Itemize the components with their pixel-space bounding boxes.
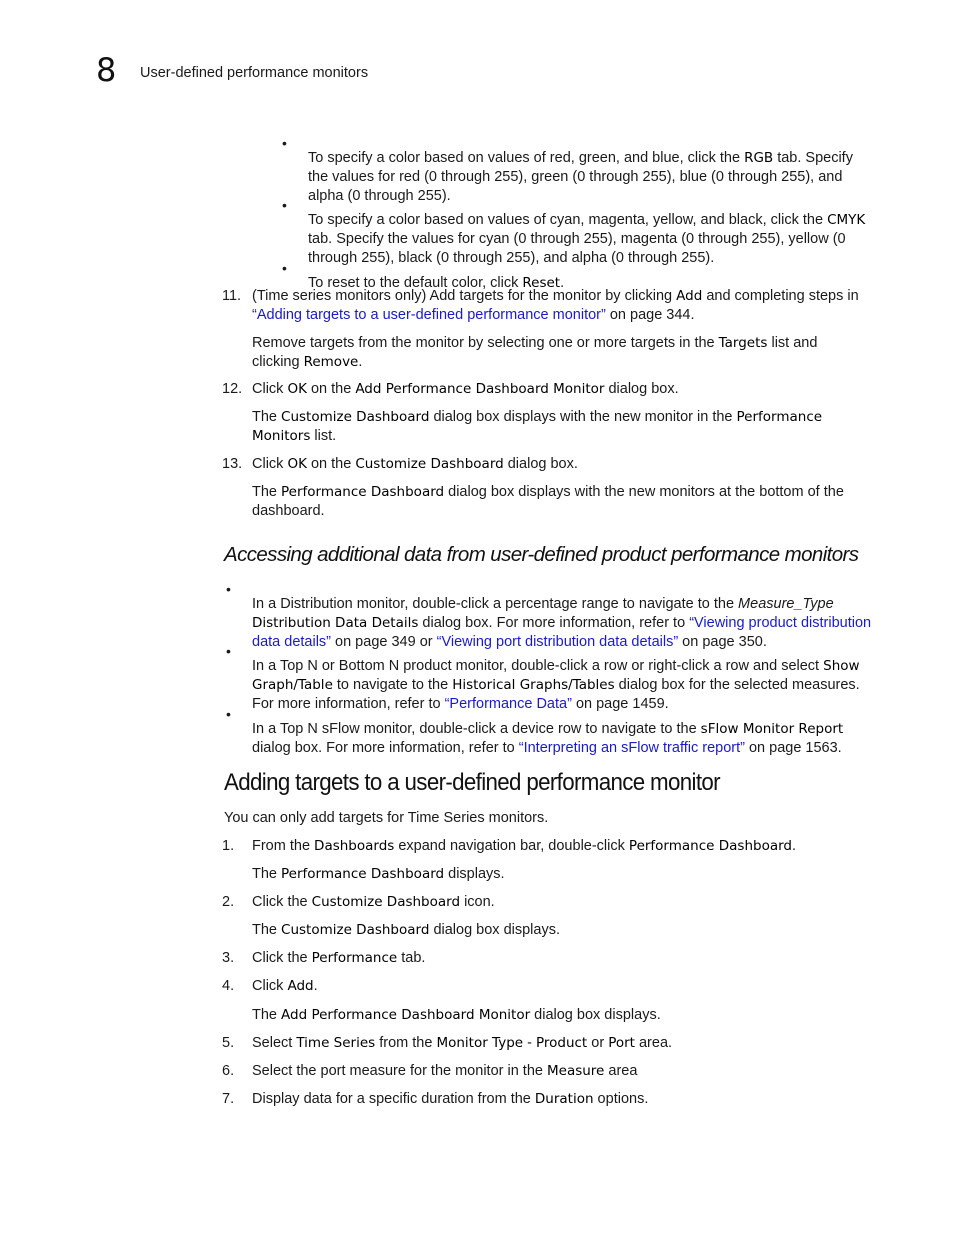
step-number: 2. xyxy=(222,894,235,910)
paragraph xyxy=(252,1090,872,1109)
text-run: tab. Specify the values for red (0 through 255), green (0 through 255), blue (0 through 255), and alpha (0 through 255). xyxy=(308,149,853,204)
text-run: on page 1563. xyxy=(744,739,842,756)
ui-term: Add Performance Dashboard Monitor xyxy=(355,381,605,397)
list-item xyxy=(226,705,872,772)
paragraph xyxy=(252,893,872,912)
text-run: Click the xyxy=(252,894,312,910)
text-run: In a Top N sFlow monitor, double-click a device row to navigate to the xyxy=(252,720,701,737)
step-item xyxy=(222,977,872,996)
ui-term: Time Series xyxy=(296,1035,376,1051)
step-number: 12. xyxy=(222,381,243,397)
ui-term: Customize Dashboard xyxy=(281,922,430,938)
text-run: . xyxy=(358,354,363,370)
paragraph xyxy=(252,837,872,856)
text-run: To specify a color based on values of cyan, magenta, yellow, and black, click the xyxy=(308,211,828,228)
text-run: from the xyxy=(375,1035,437,1051)
ui-term: Targets xyxy=(718,335,768,351)
step-item xyxy=(222,1090,872,1109)
text-run: Display data for a specific duration from the xyxy=(252,1091,535,1107)
step-note xyxy=(252,483,862,521)
text-run: dialog box. xyxy=(604,381,679,397)
text-run: In a Distribution monitor, double-click a percentage range to navigate to the xyxy=(252,595,739,612)
step-note xyxy=(252,334,852,372)
text-run: Click xyxy=(252,456,288,472)
ui-term: Add xyxy=(287,978,314,994)
step-item xyxy=(222,455,872,474)
text-run: on page 349 or xyxy=(331,633,437,650)
italic-term: Measure_Type xyxy=(738,595,834,612)
text-run: or xyxy=(587,1035,609,1051)
text-run: on page 1459. xyxy=(571,695,669,712)
text-run: . xyxy=(792,838,797,854)
ui-term: Performance Dashboard xyxy=(281,866,445,882)
text-run: Click xyxy=(252,381,288,397)
step-number: 3. xyxy=(222,950,235,966)
bullet-icon: • xyxy=(226,706,231,722)
text-run: on the xyxy=(306,456,356,472)
ui-term: Add xyxy=(676,288,703,304)
ui-term: Performance Dashboard xyxy=(628,838,792,854)
step-item xyxy=(222,380,872,399)
text-run: . xyxy=(560,274,565,291)
step-number: 6. xyxy=(222,1063,235,1079)
text-run: dialog box. xyxy=(503,456,578,472)
text-run: dialog box displays. xyxy=(530,1007,661,1023)
ui-term: OK xyxy=(287,381,307,397)
ui-term: Monitor Type xyxy=(436,1035,524,1051)
ui-term: Performance xyxy=(311,950,398,966)
bullet-icon: • xyxy=(226,581,231,597)
step-note xyxy=(252,921,852,940)
ui-term: Duration xyxy=(534,1091,594,1107)
step-item xyxy=(222,893,872,912)
text-run: on page 344. xyxy=(605,307,695,323)
bullet-icon: • xyxy=(282,197,287,213)
ui-term: OK xyxy=(287,456,307,472)
ui-term: Performance Dashboard xyxy=(281,484,445,500)
text-run: - xyxy=(523,1035,536,1051)
text-run: (Time series monitors only) Add targets for the monitor by clicking xyxy=(252,288,677,304)
paragraph xyxy=(252,483,862,521)
text-run: In a Top N or Bottom N product monitor, double-click a row or right-click a row and select xyxy=(252,657,824,674)
bullet-icon: • xyxy=(226,643,231,659)
paragraph xyxy=(252,865,852,884)
text-run: . xyxy=(313,978,318,994)
text-run: Select xyxy=(252,1035,297,1051)
step-note xyxy=(252,1006,852,1025)
step-item xyxy=(222,1062,872,1081)
bullet-icon: • xyxy=(282,135,287,151)
text-run: Click xyxy=(252,978,288,994)
text-run: icon. xyxy=(460,894,495,910)
intro-paragraph: You can only add targets for Time Series monitors. xyxy=(224,810,549,826)
cross-reference-link[interactable]: “Viewing port distribution data details” xyxy=(436,633,679,650)
ui-term: Customize Dashboard xyxy=(355,456,504,472)
text-run: area. xyxy=(634,1035,673,1051)
text-run: dialog box displays with the new monitor in the xyxy=(429,409,737,425)
paragraph xyxy=(252,1034,872,1053)
text-run: on the xyxy=(306,381,356,397)
text-run: dialog box. For more information, refer to xyxy=(418,614,690,631)
step-note xyxy=(252,408,842,446)
text-run: and completing steps in xyxy=(702,288,859,304)
text-run: area xyxy=(604,1063,638,1079)
ui-term: Dashboards xyxy=(314,838,395,854)
text-run: to navigate to the xyxy=(332,676,453,693)
paragraph xyxy=(252,334,852,372)
step-number: 13. xyxy=(222,456,243,472)
text-run: on page 350. xyxy=(678,633,767,650)
ui-term: Customize Dashboard xyxy=(281,409,430,425)
paragraph xyxy=(252,720,872,758)
text-run: From the xyxy=(252,838,315,854)
text-run: options. xyxy=(593,1091,649,1107)
text-run: Select the port measure for the monitor in the xyxy=(252,1063,547,1079)
step-note xyxy=(252,865,852,884)
text-run: dialog box displays with the new monitors at the bottom of the dashboard. xyxy=(252,484,844,519)
step-item xyxy=(222,949,872,968)
bullet-icon: • xyxy=(282,260,287,276)
text-run: tab. xyxy=(397,950,426,966)
step-number: 5. xyxy=(222,1035,235,1051)
text-run: The xyxy=(252,1007,282,1023)
step-number: 1. xyxy=(222,838,235,854)
step-number: 4. xyxy=(222,978,235,994)
ui-term: Historical Graphs/Tables xyxy=(452,676,615,693)
ui-term: Product xyxy=(535,1035,588,1051)
text-run: Click the xyxy=(252,950,312,966)
ui-term: Distribution Data Details xyxy=(252,614,419,631)
cross-reference-link[interactable]: “Interpreting an sFlow traffic report” xyxy=(518,739,745,756)
cross-reference-link[interactable]: “Performance Data” xyxy=(444,695,572,712)
text-run: To specify a color based on values of red, green, and blue, click the xyxy=(308,149,745,166)
text-run: dialog box displays. xyxy=(429,922,560,938)
chapter-number: 8 xyxy=(96,51,117,89)
text-run: expand navigation bar, double-click xyxy=(394,838,629,854)
paragraph xyxy=(252,1062,872,1081)
section-heading: Accessing additional data from user-defined product performance monitors xyxy=(224,543,859,566)
ui-term: RGB xyxy=(744,149,774,166)
paragraph xyxy=(252,287,872,325)
paragraph xyxy=(252,977,872,996)
step-item xyxy=(222,287,872,325)
text-run: dialog box for the selected measures. For more information, refer to xyxy=(252,676,860,712)
ui-term: sFlow Monitor Report xyxy=(700,720,844,737)
paragraph xyxy=(252,949,872,968)
ui-term: CMYK xyxy=(827,211,866,228)
paragraph xyxy=(252,921,852,940)
text-run: dialog box. For more information, refer to xyxy=(252,739,519,756)
step-number: 7. xyxy=(222,1091,235,1107)
ui-term: Remove xyxy=(303,354,359,370)
paragraph xyxy=(252,455,872,474)
text-run: list. xyxy=(310,428,337,444)
text-run: tab. Specify the values for cyan (0 through 255), magenta (0 through 255), yellow (0 through 255), black (0 through 255), and alpha (0 through 255). xyxy=(308,230,846,266)
cross-reference-link[interactable]: “Viewing product distribution data details” xyxy=(252,614,872,650)
text-run: The xyxy=(252,409,282,425)
section-heading: Adding targets to a user-defined performance monitor xyxy=(224,769,720,796)
ui-term: Add Performance Dashboard Monitor xyxy=(281,1007,531,1023)
ui-term: Show Graph/Table xyxy=(252,657,860,693)
step-number: 11. xyxy=(222,288,242,304)
text-run: To reset to the default color, click xyxy=(308,274,523,291)
text-run: The xyxy=(252,866,282,882)
ui-term: Performance Monitors xyxy=(252,409,823,444)
ui-term: Port xyxy=(608,1035,635,1051)
text-run: list and clicking xyxy=(252,335,818,370)
ui-term: Customize Dashboard xyxy=(311,894,461,910)
text-run: The xyxy=(252,484,282,500)
ui-term: Measure xyxy=(546,1063,605,1079)
text-run: displays. xyxy=(444,866,505,882)
paragraph xyxy=(252,1006,852,1025)
text-run: The xyxy=(252,922,282,938)
step-item xyxy=(222,1034,872,1053)
ui-term: Reset xyxy=(522,274,561,291)
running-header-title: User-defined performance monitors xyxy=(140,65,369,81)
cross-reference-link[interactable]: “Adding targets to a user-defined performance monitor” xyxy=(252,307,606,323)
paragraph xyxy=(252,380,872,399)
step-item xyxy=(222,837,872,856)
paragraph xyxy=(252,408,842,446)
text-run: Remove targets from the monitor by selecting one or more targets in the xyxy=(252,335,719,351)
